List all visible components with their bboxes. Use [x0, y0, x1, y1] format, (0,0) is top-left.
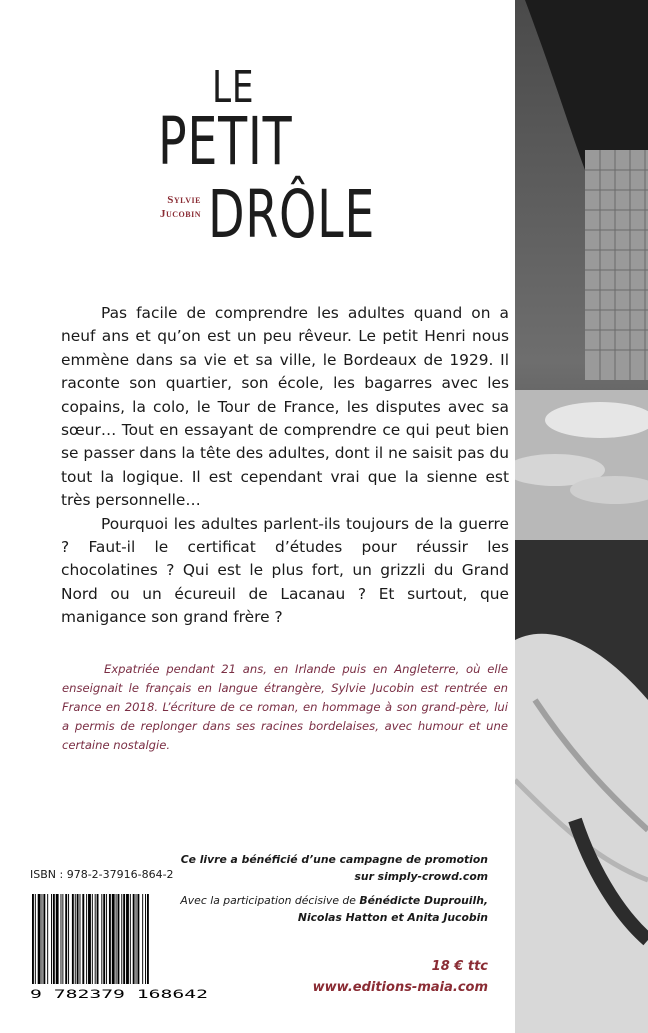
barcode-bar [86, 894, 87, 984]
barcode-bar [133, 894, 135, 984]
barcode-bar [109, 894, 111, 984]
barcode-bar [47, 894, 48, 984]
price: 18 € ttc [431, 959, 488, 974]
barcode-bar [35, 894, 36, 984]
participation-names-2: Nicolas Hatton et Anita Jucobin [297, 911, 488, 924]
campaign-credit-line-2: sur simply-crowd.com [354, 870, 488, 883]
barcode-bar [136, 894, 137, 984]
barcode-bar [92, 894, 93, 984]
barcode-bar [56, 894, 59, 984]
barcode-bar [126, 894, 129, 984]
barcode-bar [65, 894, 67, 984]
isbn: ISBN : 978-2-37916-864-2 [30, 868, 174, 881]
barcode-bar [53, 894, 55, 984]
barcode-bar [123, 894, 125, 984]
blurb-paragraph-2: Pourquoi les adultes parlent-ils toujours de la guerre ? Faut-il le certificat d’études pour réussir les chocolatines ? Qui est le plus fort, un grizzli du Grand Nord ou un écureuil de Lacanau ? Et surtout, que manigance son grand frère ? [61, 514, 509, 627]
publisher-website[interactable]: www.editions-maia.com [312, 980, 488, 995]
barcode-bar [97, 894, 99, 984]
title-line-1: LE [212, 62, 255, 113]
barcode-bar [137, 894, 139, 984]
campaign-credit [181, 851, 488, 885]
blurb [61, 302, 509, 630]
barcode-bar [121, 894, 122, 984]
barcode-bar [130, 894, 131, 984]
barcode-bar [77, 894, 79, 984]
barcode-bar [82, 894, 84, 984]
cover-photo [515, 0, 648, 1033]
barcode-bar [80, 894, 81, 984]
campaign-credit-line-1: Ce livre a bénéficié d’une campagne de promotion [180, 853, 488, 866]
barcode-bar [145, 894, 146, 984]
author-last-name: Jucobin [159, 208, 201, 220]
barcode-bar [103, 894, 105, 984]
barcode-bar [116, 894, 117, 984]
barcode-bar [61, 894, 62, 984]
barcode-bar [72, 894, 74, 984]
barcode-digits: 9 782379 168642 [30, 987, 208, 1000]
title-line-3: DRÔLE [208, 176, 376, 253]
barcode-bar [95, 894, 96, 984]
barcode-bar [106, 894, 107, 984]
barcode-bar [101, 894, 102, 984]
participation-credit [180, 892, 488, 926]
participation-intro: Avec la participation décisive de [180, 894, 360, 907]
author-bio: Expatriée pendant 21 ans, en Irlande puis en Angleterre, où elle enseignait le français en langue étrangère, Sylvie Jucobin est rentrée en France en 2018. L’écriture de ce roman, en hommage à son grand-père, lui a permis de replonger dans ses racines bordelaises, avec humour et une certaine nostalgie. [62, 662, 508, 752]
participation-names-1: Bénédicte Duprouilh, [359, 894, 488, 907]
barcode-bar [32, 894, 34, 984]
barcode-bar [75, 894, 76, 984]
barcode-bar [38, 894, 41, 984]
barcode-bar [147, 894, 149, 984]
barcode-bar [42, 894, 43, 984]
barcode-bar [62, 894, 63, 984]
blurb-paragraph-1: Pas facile de comprendre les adultes quand on a neuf ans et qu’on est un peu rêveur. Le petit Henri nous emmène dans sa vie et sa ville, le Bordeaux de 1929. Il raconte son quartier, son école, les bagarres avec les copains, la colo, le Tour de France, les disputes avec sa sœur… Tout en essayant de comprendre ce qui peut bien se passer dans la tête des adultes, dont il ne saisit pas du tout la logique. Il est cependant vrai que la sienne est très personnelle… [61, 304, 509, 510]
title-line-2: PETIT [158, 103, 293, 180]
barcode-bar [68, 894, 69, 984]
author-first-name: Sylvie [167, 194, 201, 206]
barcode-bar [118, 894, 120, 984]
barcode-bar [51, 894, 52, 984]
barcode-bar [142, 894, 143, 984]
barcode-bar [88, 894, 91, 984]
barcode-bar [112, 894, 115, 984]
barcode-bar [43, 894, 45, 984]
